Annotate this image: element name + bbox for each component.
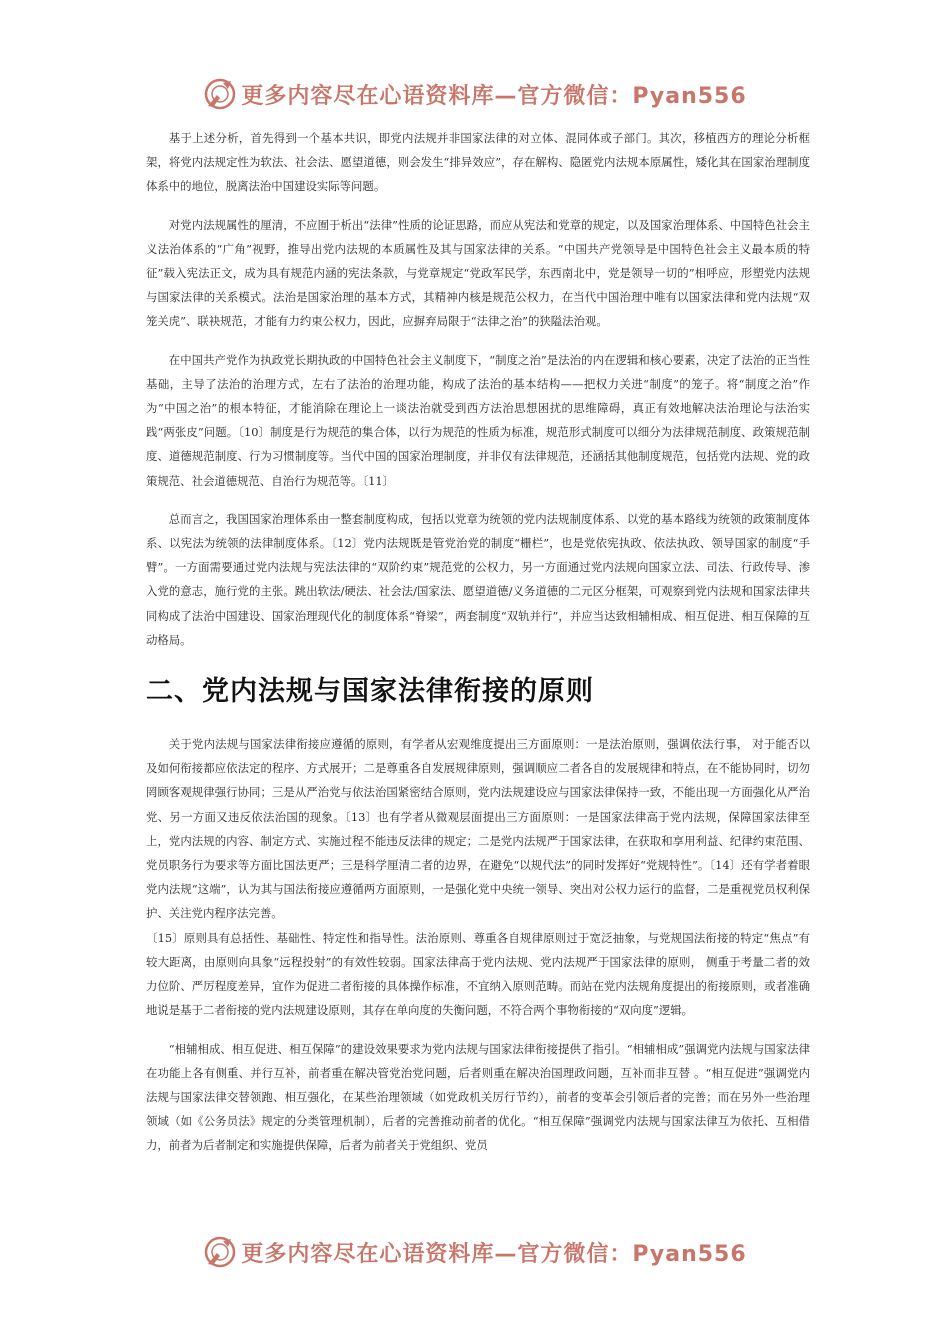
footer-banner: [0, 1232, 950, 1272]
paragraph-5: 关于党内法规与国家法律衔接应遵循的原则，有学者从宏观维度提出三方面原则：一是法治原则，强调依法行事， 对于能否以及如何衔接都应依法定的程序、方式展开；二是尊重各自发展规律原则，强调顺应二者各自的发展规律和特点，在不能协同时，切勿罔顾客观规律强行协同；三是从严治党与依法治国紧密结合原则，党内法规建设应与国家法律保持一致，不能出现一方面强化从严治党、另一方面又违反依法治国的现象。〔13〕也有学者从微观层面提出三方面原则：一是国家法律高于党内法规，保障国家法律至上，党内法规的内容、制定方式、实施过程不能违反法律的规定；二是党内法规严于国家法律，在获取和享用利益、纪律约束范围、党员职务行为要求等方面比国法更严；三是科学厘清二者的边界，在避免“以规代法”的同时发挥好“党规特性”。〔14〕还有学者着眼党内法规“这端”，认为其与国法衔接应遵循两方面原则，一是强化党中央统一领导、突出对公权力运行的监督，二是重视党员权利保护、关注党内程序法完善。: [146, 737, 810, 921]
footer-banner-text: 更多内容尽在心语资料库—官方微信：Pyan556: [241, 1241, 747, 1267]
header-banner: [0, 74, 950, 114]
paragraph-4: 总而言之，我国国家治理体系由一整套制度构成，包括以党章为统领的党内法规制度体系、以党的基本路线为统领的政策制度体系、以宪法为统领的法律制度体系。〔12〕党内法规既是管党治党的制度“栅栏”，也是党依宪执政、依法执政、领导国家的制度“手臂”。一方面需要通过党内法规与宪法法律的“双阶约束”规范党的公权力，另一方面通过党内法规向国家立法、司法、行政传导、渗入党的意志，施行党的主张。跳出软法/硬法、社会法/国家法、愿望道德/义务道德的二元区分框架，可观察到党内法规和国家法律共同构成了法治中国建设、国家治理现代化的制度体系“脊梁”，两套制度“双轨并行”，并应当达致相辅相成、相互促进、相互保障的互动格局。: [146, 511, 810, 647]
paragraph-2: 对党内法规属性的厘清，不应囿于析出“法律”性质的论证思路，而应从宪法和党章的规定，以及国家治理体系、中国特色社会主义法治体系的“广角”视野，推导出党内法规的本质属性及其与国家法律的关系。“中国共产党领导是中国特色社会主义最本质的特征”载入宪法正文，成为具有规范内涵的宪法条款，与党章规定“党政军民学，东西南北中，党是领导一切的”相呼应，形塑党内法规与国家法律的关系模式。法治是国家治理的基本方式，其精神内核是规范公权力，在当代中国治理中唯有以国家法律和党内法规“双笼关虎”、联袂规范，才能有力约束公权力，因此，应摒弃局限于“法律之治”的狭隘法治观。: [146, 217, 810, 329]
section-heading: 二、党内法规与国家法律衔接的原则: [146, 676, 594, 708]
brand-logo-icon: [203, 77, 237, 111]
brand-logo-icon: [203, 1235, 237, 1269]
paragraph-6: 〔15〕原则具有总括性、基础性、特定性和指导性。法治原则、尊重各自规律原则过于宽泛抽象，与党规国法衔接的特定“焦点”有较大距离，由原则向具象“远程投射”的有效性较弱。国家法律高于党内法规、党内法规严于国家法律的原则， 侧重于考量二者的效力位阶、严厉程度差异，宜作为促进二者衔接的具体操作标准，不宜纳入原则范畴。而站在党内法规角度提出的衔接原则，或者准确地说是基于二者衔接的党内法规建设原则，其存在单向度的失衡问题，不符合两个事物衔接的“双向度”逻辑。: [146, 930, 810, 1018]
header-banner-text: 更多内容尽在心语资料库—官方微信：Pyan556: [241, 83, 747, 109]
paragraph-1: 基于上述分析，首先得到一个基本共识，即党内法规并非国家法律的对立体、混同体或子部门。其次，移植西方的理论分析框架，将党内法规定性为软法、社会法、愿望道德，则会发生“排异效应”，存在解构、隐匿党内法规本原属性，矮化其在国家治理制度体系中的地位，脱离法治中国建设实际等问题。: [146, 131, 810, 194]
paragraph-3: 在中国共产党作为执政党长期执政的中国特色社会主义制度下，“制度之治”是法治的内在逻辑和核心要素，决定了法治的正当性基础，主导了法治的治理方式，左右了法治的治理功能，构成了法治的基本结构——把权力关进“制度”的笼子。将“制度之治”作为“中国之治”的根本特征，才能消除在理论上一谈法治就受到西方法治思想困扰的思维障碍，真正有效地解决法治理论与法治实践“两张皮”问题。〔10〕制度是行为规范的集合体，以行为规范的性质为标准，规范形式制度可以细分为法律规范制度、政策规范制度、道德规范制度、行为习惯制度等。当代中国的国家治理制度，并非仅有法律规范，还涵括其他制度规范，包括党内法规、党的政策规范、社会道德规范、自治行为规范等。〔11〕: [146, 352, 810, 488]
document-body: [146, 126, 810, 1172]
paragraph-7: “相辅相成、相互促进、相互保障”的建设效果要求为党内法规与国家法律衔接提供了指引。“相辅相成”强调党内法规与国家法律在功能上各有侧重、并行互补，前者重在解决管党治党问题，后者则重在解决治国理政问题，互补而非互替 。“相互促进”强调党内法规与国家法律交替领跑、相互强化，在某些治理领域（如党政机关厉行节约），前者的变革会引领后者的完善；而在另外一些治理领域（如《公务员法》规定的分类管理机制），后者的完善推动前者的优化。“相互保障”强调党内法规与国家法律互为依托、互相借力，前者为后者制定和实施提供保障，后者为前者关于党组织、党员: [146, 1041, 810, 1153]
